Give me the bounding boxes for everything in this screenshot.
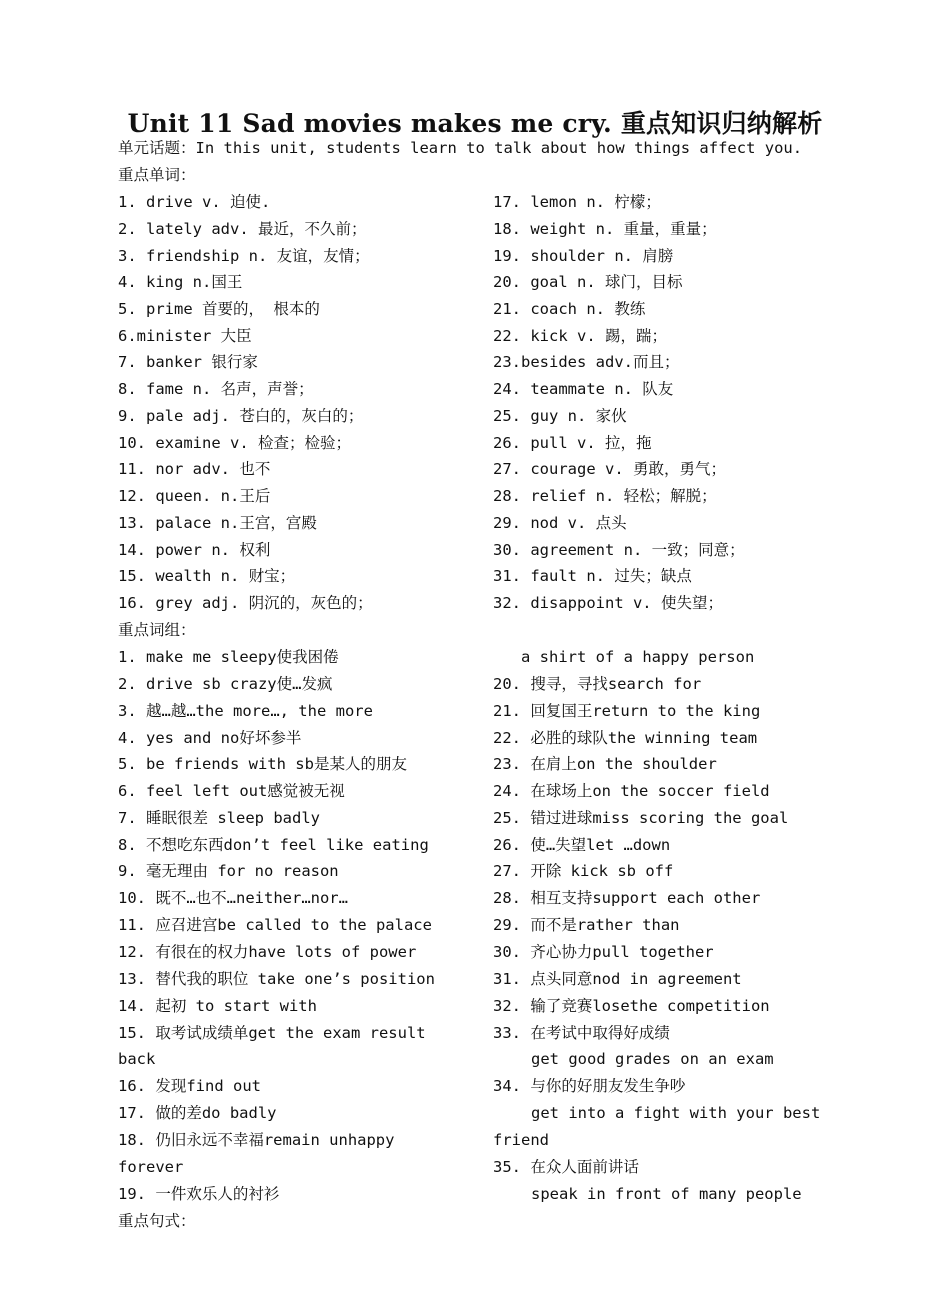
vocab-item: 4. king n.国王 [118, 273, 243, 291]
phrase-item: 16. 发现find out [118, 1077, 261, 1095]
phrase-item: 6. feel left out感觉被无视 [118, 782, 345, 800]
vocab-item: 24. teammate n. 队友 [493, 380, 674, 398]
phrase-item: 11. 应召进宫be called to the palace [118, 916, 432, 934]
vocab-item: 8. fame n. 名声，声誉； [118, 380, 314, 398]
vocab-item: 3. friendship n. 友谊，友情； [118, 247, 370, 265]
phrase-item: 17. 做的差do badly [118, 1104, 277, 1122]
topic-line: 单元话题：In this unit, students learn to talk about how things affect you. [118, 139, 803, 157]
phrase-item: 2. drive sb crazy使…发疯 [118, 675, 333, 693]
phrase-item: 24. 在球场上on the soccer field [493, 782, 770, 800]
phrase-item: 30. 齐心协力pull together [493, 943, 714, 961]
vocab-item: 7. banker 银行家 [118, 353, 258, 371]
phrase-item: 5. be friends with sb是某人的朋友 [118, 755, 407, 773]
phrase-item-continued: back [118, 1050, 156, 1068]
vocab-item: 10. examine v. 检查；检验； [118, 434, 351, 452]
sentence-heading: 重点句式： [118, 1212, 196, 1230]
phrase-item: 27. 开除 kick sb off [493, 862, 674, 880]
vocab-item: 9. pale adj. 苍白的，灰白的； [118, 407, 364, 425]
phrase-item: 8. 不想吃东西don’t feel like eating [118, 836, 429, 854]
phrase-item: 13. 替代我的职位 take one’s position [118, 970, 435, 988]
vocab-item: 5. prime 首要的， 根本的 [118, 300, 320, 318]
vocab-item: 15. wealth n. 财宝； [118, 567, 296, 585]
vocab-item: 17. lemon n. 柠檬； [493, 193, 661, 211]
vocab-item: 11. nor adv. 也不 [118, 460, 271, 478]
phrase-item: 25. 错过进球miss scoring the goal [493, 809, 789, 827]
vocab-item: 12. queen. n.王后 [118, 487, 271, 505]
phrase-item: 9. 毫无理由 for no reason [118, 862, 339, 880]
vocab-item: 30. agreement n. 一致；同意； [493, 541, 745, 559]
vocab-item: 22. kick v. 踢，踹； [493, 327, 667, 345]
phrase-item-continued: get into a fight with your best [531, 1104, 821, 1122]
phrase-item: 32. 输了竞赛losethe competition [493, 997, 770, 1015]
vocab-item: 23.besides adv.而且； [493, 353, 680, 371]
phrase-item: 20. 搜寻，寻找search for [493, 675, 702, 693]
phrase-item: 18. 仍旧永远不幸福remain unhappy [118, 1131, 395, 1149]
phrase-item: 1. make me sleepy使我困倦 [118, 648, 339, 666]
vocab-item: 18. weight n. 重量，重量； [493, 220, 717, 238]
vocab-item: 6.minister 大臣 [118, 327, 252, 345]
phrase-item: 29. 而不是rather than [493, 916, 680, 934]
phrase-item: 21. 回复国王return to the king [493, 702, 761, 720]
phrase-item: 3. 越…越…the more…, the more [118, 702, 373, 720]
phrase-item: 28. 相互支持support each other [493, 889, 761, 907]
vocab-item: 21. coach n. 教练 [493, 300, 646, 318]
phrase-item-continued: friend [493, 1131, 549, 1149]
phrase-item: 4. yes and no好坏参半 [118, 729, 302, 747]
phrase-item: 7. 睡眠很差 sleep badly [118, 809, 320, 827]
phrase-item: 12. 有很在的权力have lots of power [118, 943, 417, 961]
page-title: Unit 11 Sad movies makes me cry. 重点知识归纳解析 [127, 109, 823, 138]
vocab-item: 16. grey adj. 阴沉的，灰色的； [118, 594, 373, 612]
phrase-item: 14. 起初 to start with [118, 997, 317, 1015]
phrase-item: 19. 一件欢乐人的衬衫 [118, 1185, 280, 1203]
vocab-heading: 重点单词： [118, 166, 196, 184]
phrase-item-continued: a shirt of a happy person [521, 648, 755, 666]
vocab-item: 28. relief n. 轻松；解脱； [493, 487, 717, 505]
phrase-item: 35. 在众人面前讲话 [493, 1158, 639, 1176]
vocab-item: 19. shoulder n. 肩膀 [493, 247, 674, 265]
phrase-item: 23. 在肩上on the shoulder [493, 755, 717, 773]
vocab-item: 13. palace n.王宫，宫殿 [118, 514, 317, 532]
vocab-item: 31. fault n. 过失；缺点 [493, 567, 692, 585]
vocab-item: 2. lately adv. 最近，不久前； [118, 220, 367, 238]
phrase-item: 33. 在考试中取得好成绩 [493, 1024, 670, 1042]
phrase-item: 22. 必胜的球队the winning team [493, 729, 758, 747]
phrase-item-continued: forever [118, 1158, 184, 1176]
vocab-item: 26. pull v. 拉，拖 [493, 434, 652, 452]
phrase-item-continued: get good grades on an exam [531, 1050, 774, 1068]
phrase-item: 10. 既不…也不…neither…nor… [118, 889, 348, 907]
phrase-item: 34. 与你的好朋友发生争吵 [493, 1077, 686, 1095]
phrase-item: 31. 点头同意nod in agreement [493, 970, 742, 988]
vocab-item: 20. goal n. 球门，目标 [493, 273, 683, 291]
phrase-item: 26. 使…失望let …down [493, 836, 671, 854]
phrase-item-continued: speak in front of many people [531, 1185, 802, 1203]
phrase-heading: 重点词组： [118, 621, 196, 639]
vocab-item: 25. guy n. 家伙 [493, 407, 627, 425]
vocab-item: 29. nod v. 点头 [493, 514, 627, 532]
vocab-item: 1. drive v. 迫使. [118, 193, 271, 211]
phrase-item: 15. 取考试成绩单get the exam result [118, 1024, 426, 1042]
vocab-item: 32. disappoint v. 使失望； [493, 594, 723, 612]
vocab-item: 27. courage v. 勇敢，勇气； [493, 460, 726, 478]
vocab-item: 14. power n. 权利 [118, 541, 271, 559]
